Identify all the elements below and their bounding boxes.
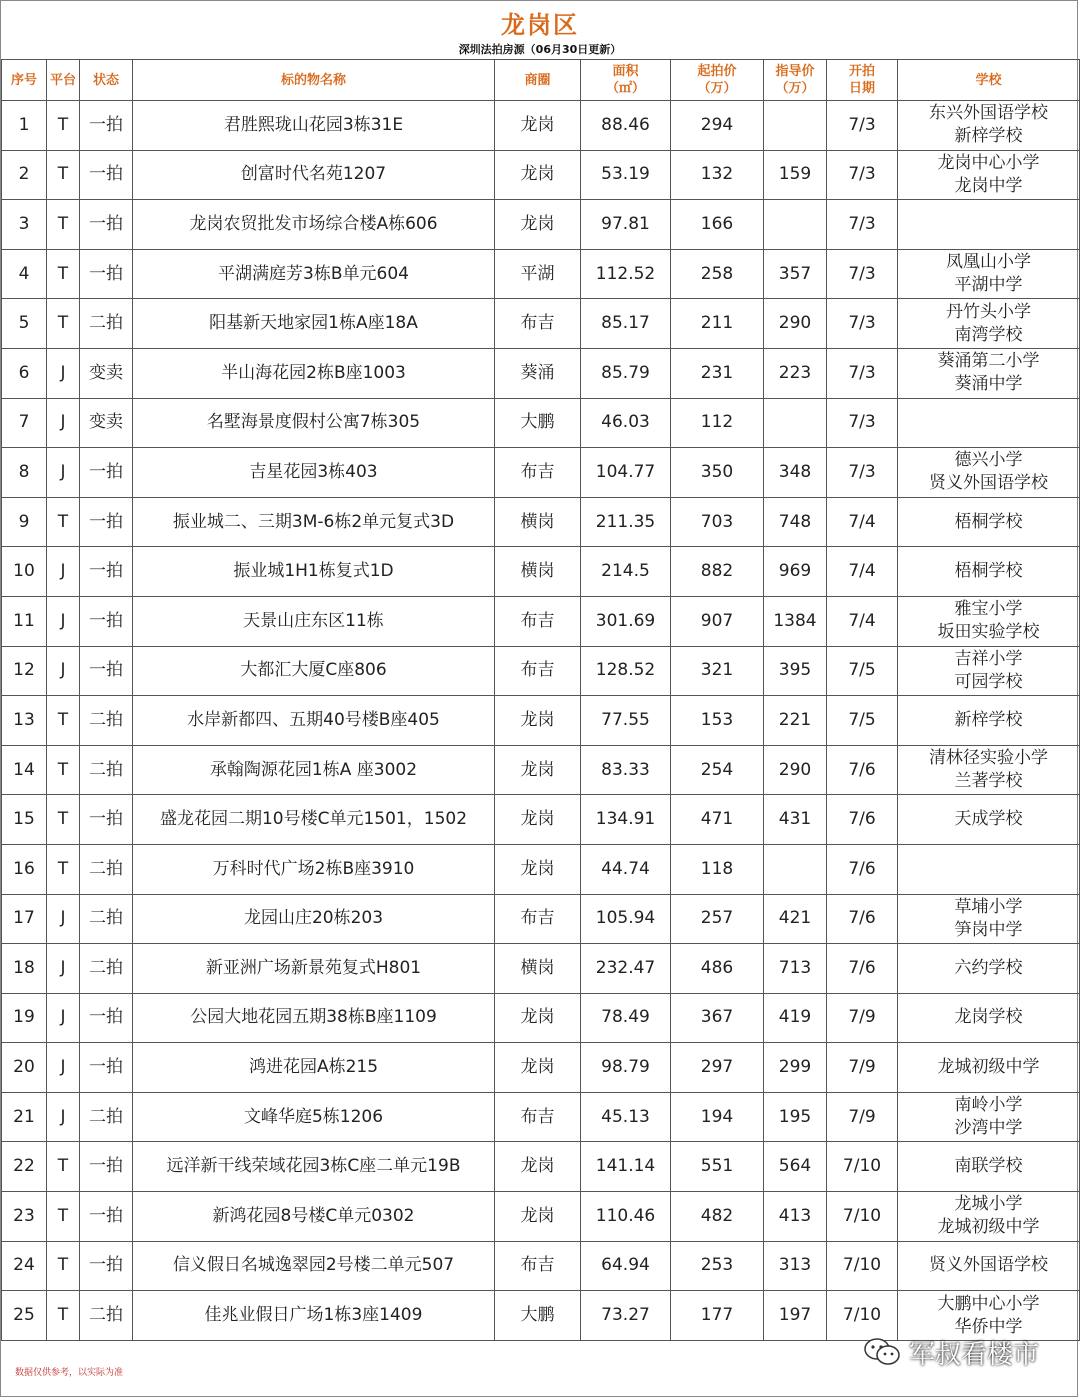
cell-name: 名墅海景度假村公寓7栋305 [133, 398, 495, 448]
cell-district: 龙岗 [495, 993, 581, 1043]
cell-name: 承翰陶源花园1栋A 座3002 [133, 745, 495, 795]
cell-guide-price: 419 [764, 993, 827, 1043]
cell-platform: T [47, 1291, 80, 1341]
cell-guide-price: 1384 [764, 596, 827, 646]
cell-index: 23 [2, 1192, 47, 1242]
cell-area: 46.03 [581, 398, 671, 448]
cell-name: 盛龙花园二期10号楼C单元1501，1502 [133, 795, 495, 845]
cell-start-price: 253 [671, 1241, 764, 1291]
table-row [2, 1241, 1080, 1291]
page-title: 龙岗区 [501, 11, 579, 39]
cell-name: 振业城二、三期3M-6栋2单元复式3D [133, 497, 495, 547]
cell-status: 一拍 [80, 1043, 133, 1093]
cell-area: 105.94 [581, 894, 671, 944]
cell-status: 二拍 [80, 745, 133, 795]
table-row [2, 448, 1080, 498]
cell-status: 二拍 [80, 696, 133, 746]
cell-open-date: 7/3 [827, 299, 898, 349]
cell-status: 一拍 [80, 101, 133, 151]
cell-status: 变卖 [80, 398, 133, 448]
cell-platform: T [47, 745, 80, 795]
cell-open-date: 7/10 [827, 1192, 898, 1242]
cell-index: 22 [2, 1142, 47, 1192]
cell-guide-price: 969 [764, 547, 827, 597]
cell-area: 73.27 [581, 1291, 671, 1341]
cell-school: 大鹏中心小学 华侨中学 [898, 1291, 1080, 1341]
cell-platform: J [47, 894, 80, 944]
cell-status: 一拍 [80, 200, 133, 250]
cell-name: 文峰华庭5栋1206 [133, 1092, 495, 1142]
table-row [2, 150, 1080, 200]
cell-name: 振业城1H1栋复式1D [133, 547, 495, 597]
cell-area: 64.94 [581, 1241, 671, 1291]
cell-guide-price: 395 [764, 646, 827, 696]
table-row [2, 348, 1080, 398]
cell-platform: T [47, 795, 80, 845]
cell-guide-price [764, 398, 827, 448]
cell-index: 21 [2, 1092, 47, 1142]
cell-name: 新亚洲广场新景苑复式H801 [133, 944, 495, 994]
cell-guide-price: 221 [764, 696, 827, 746]
cell-name: 公园大地花园五期38栋B座1109 [133, 993, 495, 1043]
cell-status: 变卖 [80, 348, 133, 398]
cell-school: 南联学校 [898, 1142, 1080, 1192]
table-row [2, 497, 1080, 547]
cell-district: 龙岗 [495, 795, 581, 845]
cell-name: 远洋新干线荣域花园3栋C座二单元19B [133, 1142, 495, 1192]
cell-open-date: 7/6 [827, 745, 898, 795]
cell-start-price: 231 [671, 348, 764, 398]
cell-status: 一拍 [80, 596, 133, 646]
cell-name: 信义假日名城逸翠园2号楼二单元507 [133, 1241, 495, 1291]
table-row [2, 993, 1080, 1043]
cell-index: 1 [2, 101, 47, 151]
cell-index: 19 [2, 993, 47, 1043]
cell-area: 112.52 [581, 249, 671, 299]
cell-name: 龙岗农贸批发市场综合楼A栋606 [133, 200, 495, 250]
cell-guide-price: 197 [764, 1291, 827, 1341]
cell-status: 一拍 [80, 993, 133, 1043]
cell-platform: T [47, 249, 80, 299]
cell-start-price: 471 [671, 795, 764, 845]
cell-school: 贤义外国语学校 [898, 1241, 1080, 1291]
cell-name: 大都汇大厦C座806 [133, 646, 495, 696]
cell-platform: T [47, 1192, 80, 1242]
cell-open-date: 7/5 [827, 696, 898, 746]
cell-platform: T [47, 1142, 80, 1192]
cell-area: 134.91 [581, 795, 671, 845]
cell-name: 万科时代广场2栋B座3910 [133, 844, 495, 894]
cell-open-date: 7/9 [827, 1043, 898, 1093]
cell-start-price: 482 [671, 1192, 764, 1242]
cell-district: 大鹏 [495, 1291, 581, 1341]
cell-district: 横岗 [495, 497, 581, 547]
table-row [2, 200, 1080, 250]
cell-guide-price: 195 [764, 1092, 827, 1142]
cell-area: 232.47 [581, 944, 671, 994]
cell-open-date: 7/4 [827, 596, 898, 646]
table-row [2, 745, 1080, 795]
cell-platform: J [47, 398, 80, 448]
cell-index: 15 [2, 795, 47, 845]
cell-platform: T [47, 200, 80, 250]
cell-district: 横岗 [495, 944, 581, 994]
cell-index: 5 [2, 299, 47, 349]
cell-guide-price: 713 [764, 944, 827, 994]
cell-open-date: 7/4 [827, 547, 898, 597]
cell-start-price: 321 [671, 646, 764, 696]
cell-open-date: 7/3 [827, 448, 898, 498]
col-header-guide-price: 指导价 （万） [764, 60, 827, 101]
cell-school: 龙岗学校 [898, 993, 1080, 1043]
cell-index: 4 [2, 249, 47, 299]
table-row [2, 1142, 1080, 1192]
cell-status: 二拍 [80, 944, 133, 994]
cell-school: 吉祥小学 可园学校 [898, 646, 1080, 696]
cell-status: 一拍 [80, 448, 133, 498]
cell-status: 一拍 [80, 1241, 133, 1291]
cell-district: 龙岗 [495, 696, 581, 746]
cell-guide-price: 421 [764, 894, 827, 944]
cell-district: 布吉 [495, 448, 581, 498]
cell-area: 98.79 [581, 1043, 671, 1093]
cell-guide-price: 159 [764, 150, 827, 200]
table-row [2, 1092, 1080, 1142]
cell-area: 53.19 [581, 150, 671, 200]
col-header-school: 学校 [898, 60, 1080, 101]
cell-platform: T [47, 101, 80, 151]
cell-open-date: 7/6 [827, 894, 898, 944]
cell-platform: T [47, 696, 80, 746]
cell-start-price: 177 [671, 1291, 764, 1341]
cell-index: 3 [2, 200, 47, 250]
cell-guide-price: 348 [764, 448, 827, 498]
cell-start-price: 297 [671, 1043, 764, 1093]
cell-start-price: 257 [671, 894, 764, 944]
col-header-name: 标的物名称 [133, 60, 495, 101]
cell-platform: T [47, 1241, 80, 1291]
cell-index: 14 [2, 745, 47, 795]
cell-start-price: 194 [671, 1092, 764, 1142]
table-row [2, 646, 1080, 696]
table-row [2, 696, 1080, 746]
cell-platform: J [47, 944, 80, 994]
cell-district: 大鹏 [495, 398, 581, 448]
cell-index: 12 [2, 646, 47, 696]
table-row [2, 1192, 1080, 1242]
cell-name: 水岸新都四、五期40号楼B座405 [133, 696, 495, 746]
cell-district: 龙岗 [495, 101, 581, 151]
cell-school: 清林径实验小学 兰著学校 [898, 745, 1080, 795]
cell-name: 龙园山庄20栋203 [133, 894, 495, 944]
cell-index: 9 [2, 497, 47, 547]
cell-area: 85.79 [581, 348, 671, 398]
cell-status: 一拍 [80, 150, 133, 200]
cell-index: 7 [2, 398, 47, 448]
cell-open-date: 7/3 [827, 348, 898, 398]
cell-start-price: 112 [671, 398, 764, 448]
cell-guide-price: 299 [764, 1043, 827, 1093]
cell-open-date: 7/10 [827, 1142, 898, 1192]
cell-name: 平湖满庭芳3栋B单元604 [133, 249, 495, 299]
cell-platform: J [47, 1043, 80, 1093]
cell-open-date: 7/6 [827, 844, 898, 894]
cell-guide-price: 223 [764, 348, 827, 398]
cell-platform: J [47, 596, 80, 646]
cell-area: 44.74 [581, 844, 671, 894]
cell-area: 110.46 [581, 1192, 671, 1242]
cell-district: 龙岗 [495, 1043, 581, 1093]
cell-status: 二拍 [80, 894, 133, 944]
cell-platform: T [47, 150, 80, 200]
cell-platform: T [47, 299, 80, 349]
cell-guide-price: 313 [764, 1241, 827, 1291]
cell-area: 85.17 [581, 299, 671, 349]
cell-index: 20 [2, 1043, 47, 1093]
cell-district: 布吉 [495, 646, 581, 696]
cell-open-date: 7/6 [827, 795, 898, 845]
cell-guide-price [764, 844, 827, 894]
cell-area: 78.49 [581, 993, 671, 1043]
cell-name: 新鸿花园8号楼C单元0302 [133, 1192, 495, 1242]
cell-start-price: 551 [671, 1142, 764, 1192]
cell-platform: J [47, 1092, 80, 1142]
table-row [2, 299, 1080, 349]
cell-school: 龙城初级中学 [898, 1043, 1080, 1093]
cell-school: 梧桐学校 [898, 497, 1080, 547]
table-row [2, 398, 1080, 448]
cell-school: 六约学校 [898, 944, 1080, 994]
col-header-open-date: 开拍 日期 [827, 60, 898, 101]
cell-school: 龙岗中心小学 龙岗中学 [898, 150, 1080, 200]
cell-guide-price: 290 [764, 745, 827, 795]
cell-school: 雅宝小学 坂田实验学校 [898, 596, 1080, 646]
cell-district: 葵涌 [495, 348, 581, 398]
col-header-area: 面积 （㎡） [581, 60, 671, 101]
cell-index: 13 [2, 696, 47, 746]
cell-school [898, 844, 1080, 894]
disclaimer-note: 数据仅供参考，以实际为准 [15, 1368, 124, 1378]
cell-guide-price [764, 101, 827, 151]
cell-guide-price: 413 [764, 1192, 827, 1242]
cell-district: 布吉 [495, 1241, 581, 1291]
table-row [2, 596, 1080, 646]
col-header-status: 状态 [80, 60, 133, 101]
watermark [863, 1335, 1039, 1369]
cell-status: 一拍 [80, 547, 133, 597]
cell-open-date: 7/3 [827, 398, 898, 448]
cell-school: 丹竹头小学 南湾学校 [898, 299, 1080, 349]
cell-open-date: 7/3 [827, 101, 898, 151]
cell-open-date: 7/3 [827, 150, 898, 200]
cell-status: 一拍 [80, 249, 133, 299]
cell-start-price: 211 [671, 299, 764, 349]
cell-guide-price: 431 [764, 795, 827, 845]
cell-index: 25 [2, 1291, 47, 1341]
cell-school: 德兴小学 贤义外国语学校 [898, 448, 1080, 498]
listing-table [1, 59, 1080, 1341]
cell-open-date: 7/10 [827, 1241, 898, 1291]
cell-platform: J [47, 993, 80, 1043]
cell-open-date: 7/5 [827, 646, 898, 696]
cell-guide-price [764, 200, 827, 250]
cell-district: 布吉 [495, 894, 581, 944]
cell-index: 2 [2, 150, 47, 200]
cell-start-price: 254 [671, 745, 764, 795]
cell-guide-price: 357 [764, 249, 827, 299]
cell-index: 16 [2, 844, 47, 894]
cell-school: 东兴外国语学校 新梓学校 [898, 101, 1080, 151]
cell-open-date: 7/3 [827, 200, 898, 250]
cell-platform: J [47, 646, 80, 696]
cell-open-date: 7/10 [827, 1291, 898, 1341]
cell-status: 一拍 [80, 795, 133, 845]
cell-school: 新梓学校 [898, 696, 1080, 746]
table-row [2, 1043, 1080, 1093]
cell-index: 11 [2, 596, 47, 646]
cell-area: 77.55 [581, 696, 671, 746]
cell-guide-price: 564 [764, 1142, 827, 1192]
cell-open-date: 7/9 [827, 993, 898, 1043]
cell-area: 211.35 [581, 497, 671, 547]
cell-index: 6 [2, 348, 47, 398]
cell-start-price: 882 [671, 547, 764, 597]
cell-index: 24 [2, 1241, 47, 1291]
col-header-start-price: 起拍价 （万） [671, 60, 764, 101]
cell-status: 二拍 [80, 1291, 133, 1341]
cell-area: 141.14 [581, 1142, 671, 1192]
cell-district: 龙岗 [495, 150, 581, 200]
cell-name: 鸿进花园A栋215 [133, 1043, 495, 1093]
cell-area: 83.33 [581, 745, 671, 795]
cell-name: 吉星花园3栋403 [133, 448, 495, 498]
cell-platform: T [47, 844, 80, 894]
cell-area: 97.81 [581, 200, 671, 250]
cell-open-date: 7/6 [827, 944, 898, 994]
watermark-text: 军叔看楼市 [909, 1339, 1040, 1370]
table-row [2, 101, 1080, 151]
cell-start-price: 166 [671, 200, 764, 250]
cell-area: 301.69 [581, 596, 671, 646]
cell-name: 创富时代名苑1207 [133, 150, 495, 200]
cell-status: 二拍 [80, 844, 133, 894]
cell-start-price: 367 [671, 993, 764, 1043]
cell-status: 一拍 [80, 646, 133, 696]
cell-name: 佳兆业假日广场1栋3座1409 [133, 1291, 495, 1341]
cell-district: 龙岗 [495, 844, 581, 894]
cell-platform: J [47, 348, 80, 398]
cell-area: 104.77 [581, 448, 671, 498]
col-header-index: 序号 [2, 60, 47, 101]
cell-school [898, 398, 1080, 448]
cell-area: 45.13 [581, 1092, 671, 1142]
cell-index: 10 [2, 547, 47, 597]
cell-start-price: 153 [671, 696, 764, 746]
table-row [2, 795, 1080, 845]
cell-area: 214.5 [581, 547, 671, 597]
table-row [2, 894, 1080, 944]
wechat-icon [863, 1337, 901, 1367]
cell-start-price: 118 [671, 844, 764, 894]
table-row [2, 844, 1080, 894]
cell-school: 葵涌第二小学 葵涌中学 [898, 348, 1080, 398]
cell-platform: T [47, 497, 80, 547]
cell-open-date: 7/9 [827, 1092, 898, 1142]
cell-school: 梧桐学校 [898, 547, 1080, 597]
cell-district: 龙岗 [495, 200, 581, 250]
cell-start-price: 907 [671, 596, 764, 646]
cell-index: 17 [2, 894, 47, 944]
cell-status: 一拍 [80, 1142, 133, 1192]
table-row [2, 547, 1080, 597]
cell-district: 布吉 [495, 1092, 581, 1142]
cell-school: 凤凰山小学 平湖中学 [898, 249, 1080, 299]
cell-start-price: 294 [671, 101, 764, 151]
cell-guide-price: 748 [764, 497, 827, 547]
cell-district: 布吉 [495, 299, 581, 349]
table-row [2, 944, 1080, 994]
cell-platform: J [47, 547, 80, 597]
cell-index: 8 [2, 448, 47, 498]
cell-district: 横岗 [495, 547, 581, 597]
cell-start-price: 132 [671, 150, 764, 200]
cell-index: 18 [2, 944, 47, 994]
cell-status: 二拍 [80, 299, 133, 349]
cell-guide-price: 290 [764, 299, 827, 349]
cell-district: 龙岗 [495, 745, 581, 795]
cell-district: 布吉 [495, 596, 581, 646]
table-body [2, 101, 1080, 1341]
cell-name: 半山海花园2栋B座1003 [133, 348, 495, 398]
cell-school: 草埔小学 笋岗中学 [898, 894, 1080, 944]
table-row [2, 249, 1080, 299]
cell-name: 君胜熙珑山花园3栋31E [133, 101, 495, 151]
page-subtitle: 深圳法拍房源（06月30日更新） [458, 43, 622, 56]
cell-name: 天景山庄东区11栋 [133, 596, 495, 646]
cell-open-date: 7/3 [827, 249, 898, 299]
cell-district: 平湖 [495, 249, 581, 299]
cell-platform: J [47, 448, 80, 498]
cell-status: 二拍 [80, 1092, 133, 1142]
cell-start-price: 350 [671, 448, 764, 498]
cell-school [898, 200, 1080, 250]
cell-school: 天成学校 [898, 795, 1080, 845]
cell-start-price: 703 [671, 497, 764, 547]
col-header-platform: 平台 [47, 60, 80, 101]
cell-school: 龙城小学 龙城初级中学 [898, 1192, 1080, 1242]
cell-school: 南岭小学 沙湾中学 [898, 1092, 1080, 1142]
table-header-row [2, 60, 1080, 101]
col-header-district: 商圈 [495, 60, 581, 101]
cell-start-price: 258 [671, 249, 764, 299]
cell-district: 龙岗 [495, 1142, 581, 1192]
cell-area: 88.46 [581, 101, 671, 151]
cell-open-date: 7/4 [827, 497, 898, 547]
cell-status: 一拍 [80, 497, 133, 547]
cell-name: 阳基新天地家园1栋A座18A [133, 299, 495, 349]
cell-start-price: 486 [671, 944, 764, 994]
cell-area: 128.52 [581, 646, 671, 696]
cell-status: 一拍 [80, 1192, 133, 1242]
cell-district: 龙岗 [495, 1192, 581, 1242]
